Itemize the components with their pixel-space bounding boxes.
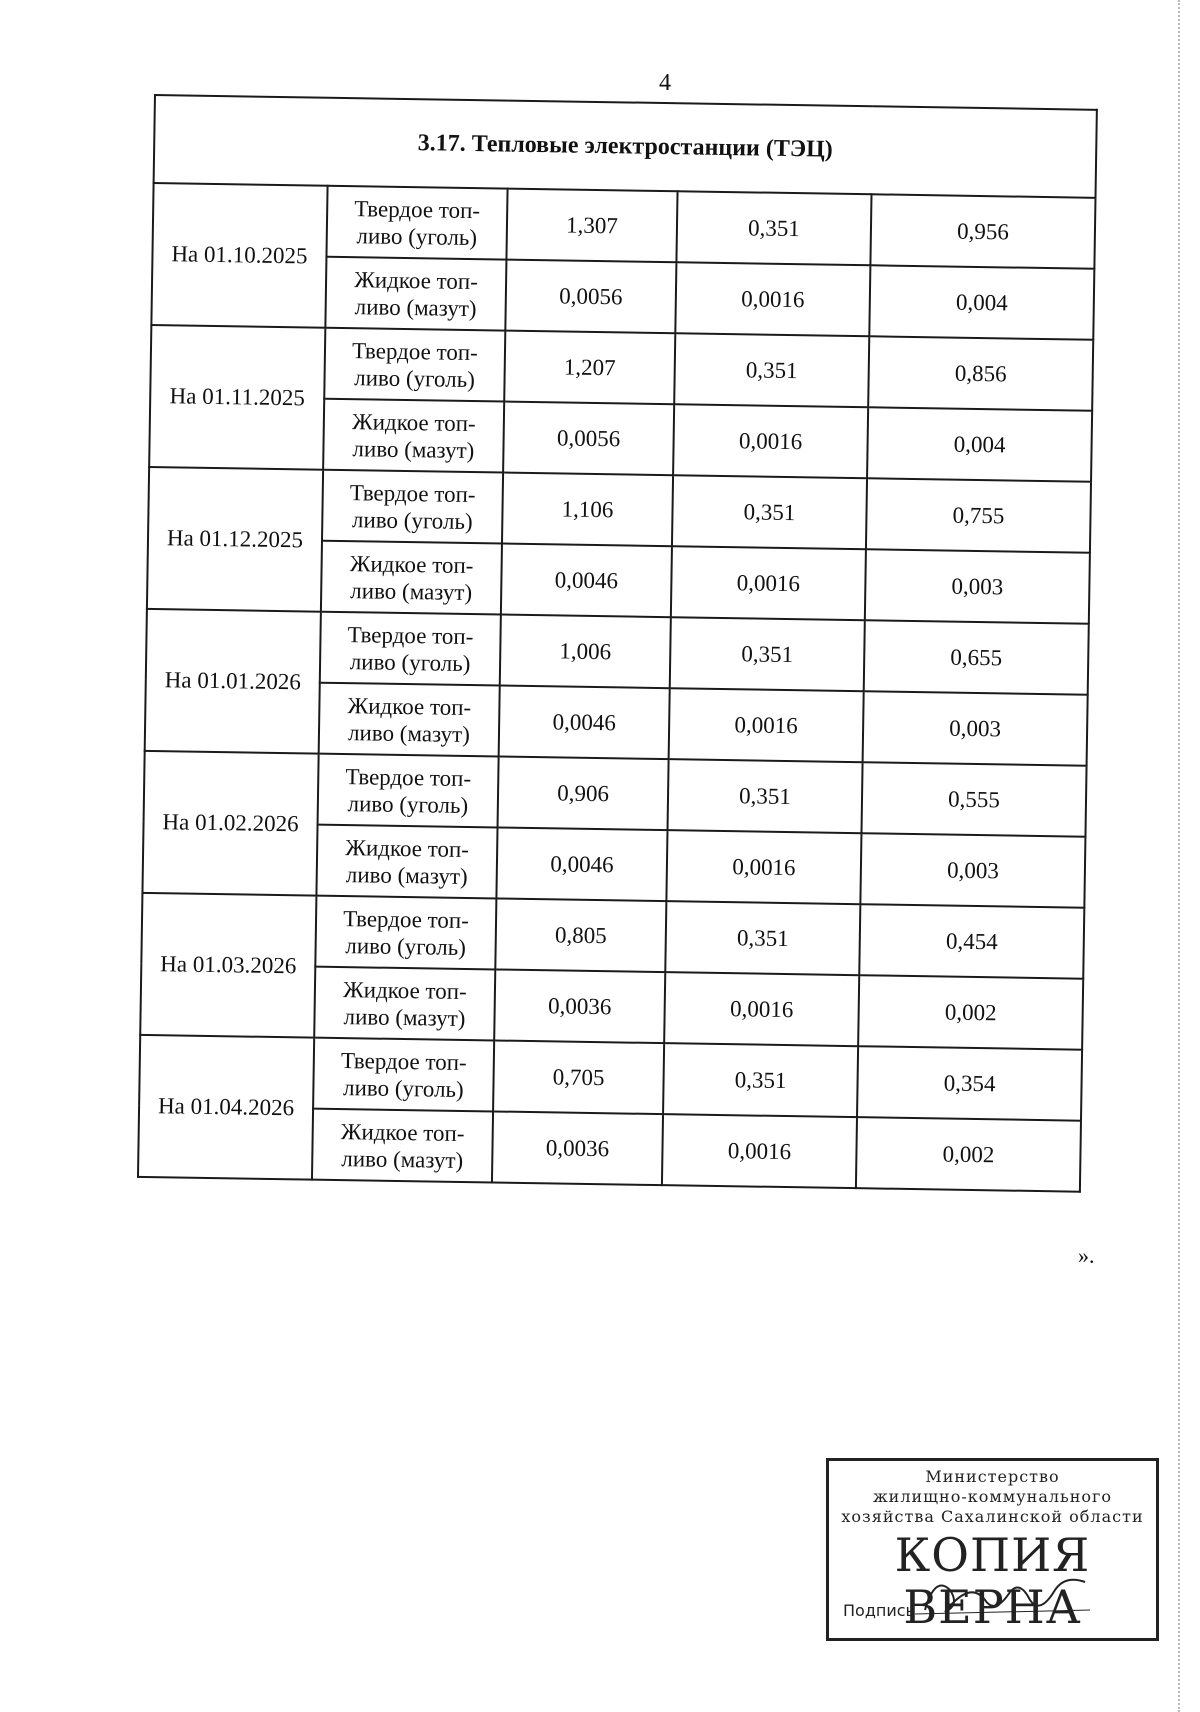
value-cell: 1,307 <box>506 189 677 263</box>
stamp-certified-copy-text: КОПИЯ ВЕРНА <box>894 1528 1091 1634</box>
value-cell: 0,351 <box>670 617 865 691</box>
fuel-type-cell: Твердое топ- ливо (уголь) <box>315 896 496 970</box>
value-cell: 1,207 <box>504 331 675 405</box>
value-cell: 0,755 <box>866 478 1091 553</box>
table-row <box>152 183 1095 269</box>
table-row <box>148 467 1091 553</box>
value-cell: 0,002 <box>858 975 1083 1050</box>
value-cell: 0,003 <box>860 833 1085 908</box>
fuel-type-cell: Жидкое топ- ливо (мазут) <box>319 683 500 757</box>
value-cell: 0,555 <box>861 762 1086 837</box>
handwritten-signature <box>915 1570 1095 1620</box>
fuel-type-cell: Твердое топ- ливо (уголь) <box>322 470 503 544</box>
value-cell: 0,351 <box>668 759 863 833</box>
date-cell: На 01.04.2026 <box>138 1035 314 1180</box>
fuel-type-cell: Жидкое топ- ливо (мазут) <box>321 541 502 615</box>
table-row <box>141 893 1084 979</box>
value-cell: 0,0046 <box>496 827 667 901</box>
value-cell: 0,351 <box>676 191 871 265</box>
date-cell: На 01.12.2025 <box>147 467 323 612</box>
certified-copy-stamp <box>826 1458 1159 1641</box>
fuel-type-cell: Жидкое топ- ливо (мазут) <box>316 825 497 899</box>
value-cell: 0,0016 <box>664 972 859 1046</box>
date-cell: На 01.01.2026 <box>145 609 321 754</box>
date-cell: На 01.03.2026 <box>140 893 316 1038</box>
value-cell: 0,003 <box>865 549 1090 624</box>
table-row <box>139 1035 1082 1121</box>
value-cell: 0,0056 <box>503 402 674 476</box>
fuel-stock-table-wrapper <box>137 94 1096 1193</box>
value-cell: 0,856 <box>868 336 1093 411</box>
value-cell: 1,006 <box>500 615 671 689</box>
value-cell: 0,0036 <box>492 1111 663 1185</box>
value-cell: 0,0016 <box>662 1114 857 1188</box>
date-cell: На 01.11.2025 <box>149 325 325 470</box>
fuel-type-cell: Твердое топ- ливо (уголь) <box>318 754 499 828</box>
stamp-region-line: хозяйства Сахалинской области <box>841 1507 1144 1526</box>
fuel-type-cell: Жидкое топ- ливо (мазут) <box>312 1109 493 1183</box>
table-row <box>150 325 1093 411</box>
page-number: 4 <box>659 70 671 96</box>
value-cell: 0,351 <box>674 333 869 407</box>
value-cell: 0,0016 <box>671 546 866 620</box>
stamp-signature-label: Подпись <box>843 1601 915 1620</box>
value-cell: 1,106 <box>502 473 673 547</box>
value-cell: 0,002 <box>856 1117 1081 1192</box>
fuel-stock-table <box>137 94 1098 1193</box>
scan-edge-noise <box>1174 0 1180 1712</box>
value-cell: 0,003 <box>863 691 1088 766</box>
closing-quote: ». <box>1078 1243 1095 1268</box>
fuel-type-cell: Твердое топ- ливо (уголь) <box>320 612 501 686</box>
fuel-type-cell: Твердое топ- ливо (уголь) <box>326 186 507 260</box>
fuel-type-cell: Твердое топ- ливо (уголь) <box>324 328 505 402</box>
value-cell: 0,351 <box>663 1043 858 1117</box>
fuel-type-cell: Жидкое топ- ливо (мазут) <box>314 967 495 1041</box>
fuel-type-cell: Жидкое топ- ливо (мазут) <box>323 399 504 473</box>
value-cell: 0,906 <box>498 756 669 830</box>
value-cell: 0,0016 <box>666 830 861 904</box>
value-cell: 0,454 <box>859 904 1084 979</box>
value-cell: 0,705 <box>493 1040 664 1114</box>
value-cell: 0,0046 <box>501 544 672 618</box>
value-cell: 0,0016 <box>673 404 868 478</box>
section-title: 3.17. Тепловые электростанции (ТЭЦ) <box>154 95 1097 198</box>
table-row <box>146 609 1089 695</box>
value-cell: 0,351 <box>672 475 867 549</box>
value-cell: 0,0056 <box>505 260 676 334</box>
value-cell: 0,0046 <box>499 686 670 760</box>
value-cell: 0,655 <box>864 620 1089 695</box>
value-cell: 0,0036 <box>494 969 665 1043</box>
value-cell: 0,351 <box>665 901 860 975</box>
value-cell: 0,0016 <box>669 688 864 762</box>
date-cell: На 01.10.2025 <box>151 183 327 328</box>
value-cell: 0,805 <box>495 898 666 972</box>
value-cell: 0,004 <box>867 407 1092 482</box>
value-cell: 0,354 <box>857 1046 1082 1121</box>
section-title-row <box>154 95 1097 198</box>
stamp-ministry-line: Министерство <box>925 1467 1060 1486</box>
value-cell: 0,004 <box>869 265 1094 340</box>
stamp-department-line: жилищно-коммунального <box>872 1487 1113 1506</box>
table-row <box>144 751 1087 837</box>
value-cell: 0,956 <box>870 194 1095 269</box>
fuel-type-cell: Жидкое топ- ливо (мазут) <box>325 257 506 331</box>
fuel-type-cell: Твердое топ- ливо (уголь) <box>313 1038 494 1112</box>
value-cell: 0,0016 <box>675 262 870 336</box>
date-cell: На 01.02.2026 <box>142 751 318 896</box>
